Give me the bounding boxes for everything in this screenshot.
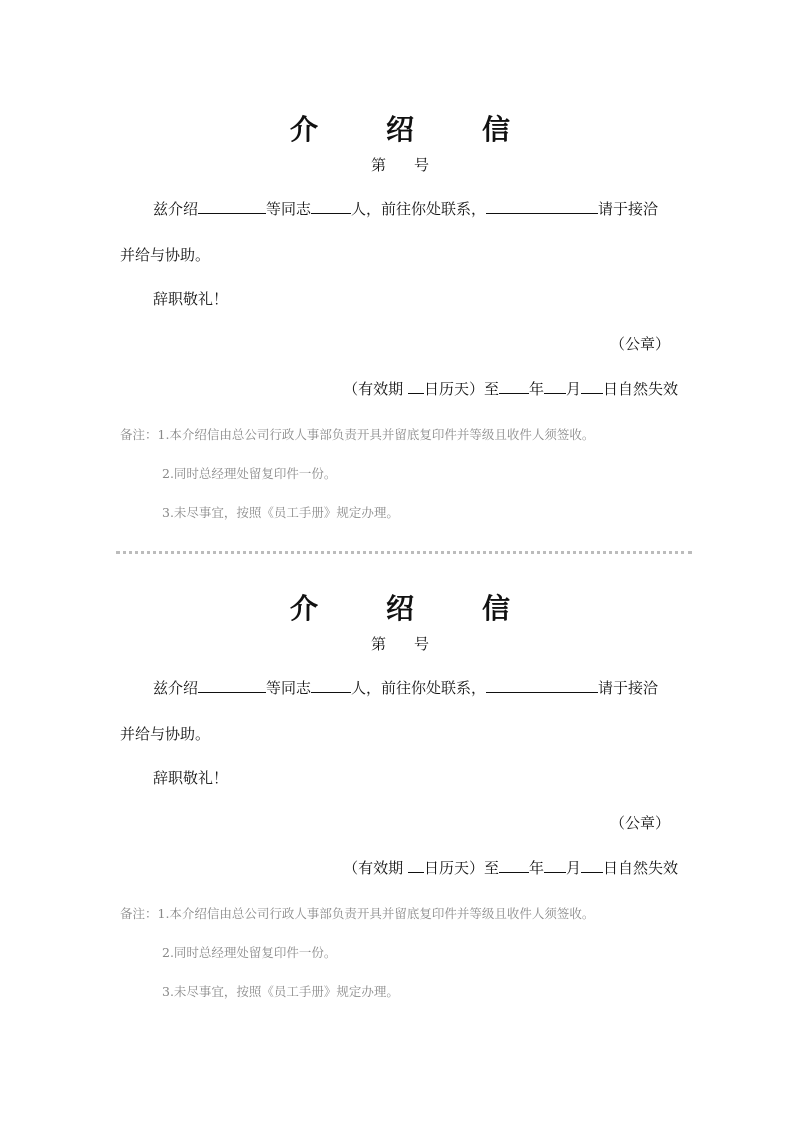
salutation: 辞职敬礼！ bbox=[153, 769, 229, 787]
salutation: 辞职敬礼！ bbox=[153, 290, 229, 308]
month-blank[interactable] bbox=[544, 858, 566, 873]
note-3: 3.未尽事宜，按照《员工手册》规定办理。 bbox=[162, 505, 399, 520]
matter-blank[interactable] bbox=[486, 199, 598, 214]
note-3: 3.未尽事宜，按照《员工手册》规定办理。 bbox=[162, 984, 399, 999]
note-2: 2.同时总经理处留复印件一份。 bbox=[162, 466, 337, 481]
letter-number: 第 号 bbox=[370, 635, 430, 653]
note-2: 2.同时总经理处留复印件一份。 bbox=[162, 945, 337, 960]
introduction-line: 兹介绍 等同志 人，前往你处联系， 请于接洽 bbox=[153, 200, 659, 218]
name-blank[interactable] bbox=[198, 199, 266, 214]
official-seal: （公章） bbox=[609, 814, 670, 832]
day-blank[interactable] bbox=[581, 858, 603, 873]
month-blank[interactable] bbox=[544, 379, 566, 394]
cut-line-divider bbox=[116, 551, 692, 554]
introduction-letter bbox=[0, 577, 800, 1017]
name-blank[interactable] bbox=[198, 678, 266, 693]
introduction-letter bbox=[0, 98, 800, 538]
days-blank[interactable] bbox=[408, 379, 424, 394]
day-blank[interactable] bbox=[581, 379, 603, 394]
count-blank[interactable] bbox=[311, 678, 351, 693]
note-1: 备注：1.本介绍信由总公司行政人事部负责开具并留底复印件并等级且收件人须签收。 bbox=[120, 427, 595, 442]
year-blank[interactable] bbox=[499, 858, 529, 873]
year-blank[interactable] bbox=[499, 379, 529, 394]
note-1: 备注：1.本介绍信由总公司行政人事部负责开具并留底复印件并等级且收件人须签收。 bbox=[120, 906, 595, 921]
validity-line: （有效期 日历天）至 年 月 日自然失效 bbox=[343, 380, 678, 398]
letter-title: 介 绍 信 bbox=[289, 592, 511, 625]
matter-blank[interactable] bbox=[486, 678, 598, 693]
assistance-line: 并给与协助。 bbox=[120, 725, 211, 743]
days-blank[interactable] bbox=[408, 858, 424, 873]
validity-line: （有效期 日历天）至 年 月 日自然失效 bbox=[343, 859, 678, 877]
official-seal: （公章） bbox=[609, 335, 670, 353]
letter-number: 第 号 bbox=[370, 156, 430, 174]
count-blank[interactable] bbox=[311, 199, 351, 214]
letter-title: 介 绍 信 bbox=[289, 113, 511, 146]
assistance-line: 并给与协助。 bbox=[120, 246, 211, 264]
introduction-line: 兹介绍 等同志 人，前往你处联系， 请于接洽 bbox=[153, 679, 659, 697]
